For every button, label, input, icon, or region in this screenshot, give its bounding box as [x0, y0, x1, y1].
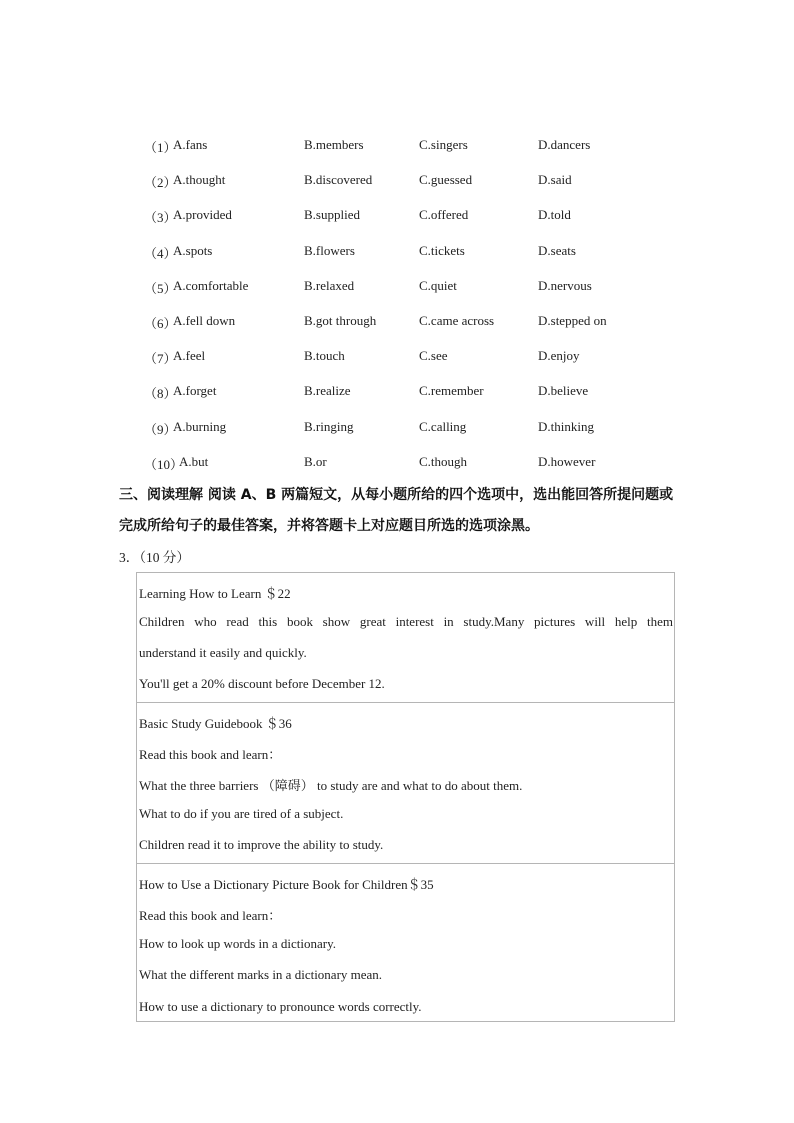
book-cell [137, 702, 674, 863]
option-d: D.nervous [538, 278, 592, 293]
book-line: How to look up words in a dictionary. [139, 936, 337, 951]
option-d: D.told [538, 207, 571, 222]
option-d: D.said [538, 172, 572, 187]
book-line: Read this book and learn： [139, 747, 282, 762]
option-a: （9） [144, 422, 177, 437]
option-a: （2） [144, 175, 177, 190]
book-line: What to do if you are tired of a subject. [139, 806, 344, 821]
option-b: B.discovered [304, 172, 373, 187]
option-d: D.stepped on [538, 313, 607, 328]
option-row [0, 137, 794, 157]
option-a: （4） [144, 246, 177, 261]
option-d: D.enjoy [538, 348, 580, 363]
option-row [0, 454, 794, 474]
book-line: How to use a dictionary to pronounce words correctly. [139, 999, 422, 1014]
option-c: C.tickets [419, 243, 465, 258]
option-a-text: A.provided [173, 207, 232, 222]
question-number: 3．（10 分） [119, 550, 190, 565]
option-a-text: A.thought [173, 172, 226, 187]
option-c: C.though [419, 454, 468, 469]
option-row [0, 383, 794, 403]
option-d: D.thinking [538, 419, 594, 434]
option-b: B.flowers [304, 243, 355, 258]
option-a-text: A.forget [173, 383, 217, 398]
option-d: D.however [538, 454, 596, 469]
book-line: Children who read this book show great interest in study.Many pictures will help them [139, 614, 673, 629]
option-a: （10） [144, 457, 184, 472]
option-row [0, 172, 794, 192]
option-d: D.dancers [538, 137, 591, 152]
section-heading-line: 完成所给句子的最佳答案，并将答题卡上对应题目所选的选项涂黑。 [119, 518, 539, 534]
book-cell [137, 863, 674, 1021]
option-a-text: A.fans [173, 137, 208, 152]
option-b: B.supplied [304, 207, 360, 222]
option-d: D.believe [538, 383, 589, 398]
option-row [0, 243, 794, 263]
option-c: C.came across [419, 313, 495, 328]
option-b: B.or [304, 454, 327, 469]
book-line: Children read it to improve the ability to study. [139, 837, 384, 852]
option-a: （8） [144, 386, 177, 401]
option-row [0, 207, 794, 227]
option-a: （3） [144, 210, 177, 225]
option-c: C.quiet [419, 278, 457, 293]
option-b: B.touch [304, 348, 345, 363]
option-c: C.remember [419, 383, 484, 398]
book-title: Basic Study Guidebook ＄36 [139, 716, 292, 731]
option-b: B.got through [304, 313, 377, 328]
section-heading-line: 三、阅读理解 阅读 A、B 两篇短文，从每小题所给的四个选项中，选出能回答所提问题或 [119, 487, 674, 503]
option-a-text: A.but [179, 454, 209, 469]
book-line: What the different marks in a dictionary mean. [139, 967, 383, 982]
book-cell [137, 573, 674, 702]
option-row [0, 278, 794, 298]
option-a-text: A.burning [173, 419, 227, 434]
option-b: B.members [304, 137, 364, 152]
option-c: C.see [419, 348, 448, 363]
book-line: You'll get a 20% discount before December 12. [139, 676, 385, 691]
option-a: （7） [144, 351, 177, 366]
option-b: B.relaxed [304, 278, 355, 293]
option-c: C.offered [419, 207, 469, 222]
book-line: Read this book and learn： [139, 908, 282, 923]
option-a: （1） [144, 140, 177, 155]
option-c: C.calling [419, 419, 467, 434]
book-line: What the three barriers （障碍） to study are and what to do about them. [139, 778, 523, 793]
option-a: （5） [144, 281, 177, 296]
option-b: B.ringing [304, 419, 354, 434]
book-table [136, 572, 675, 1022]
option-c: C.singers [419, 137, 468, 152]
option-row [0, 348, 794, 368]
option-row [0, 313, 794, 333]
option-row [0, 419, 794, 439]
option-a: （6） [144, 316, 177, 331]
book-title: Learning How to Learn ＄22 [139, 586, 291, 601]
option-a-text: A.feel [173, 348, 206, 363]
option-c: C.guessed [419, 172, 473, 187]
option-b: B.realize [304, 383, 351, 398]
option-d: D.seats [538, 243, 576, 258]
book-title: How to Use a Dictionary Picture Book for Children＄35 [139, 877, 434, 892]
option-a-text: A.comfortable [173, 278, 249, 293]
option-a-text: A.fell down [173, 313, 236, 328]
book-line: understand it easily and quickly. [139, 645, 307, 660]
section-heading [119, 480, 679, 542]
option-a-text: A.spots [173, 243, 213, 258]
